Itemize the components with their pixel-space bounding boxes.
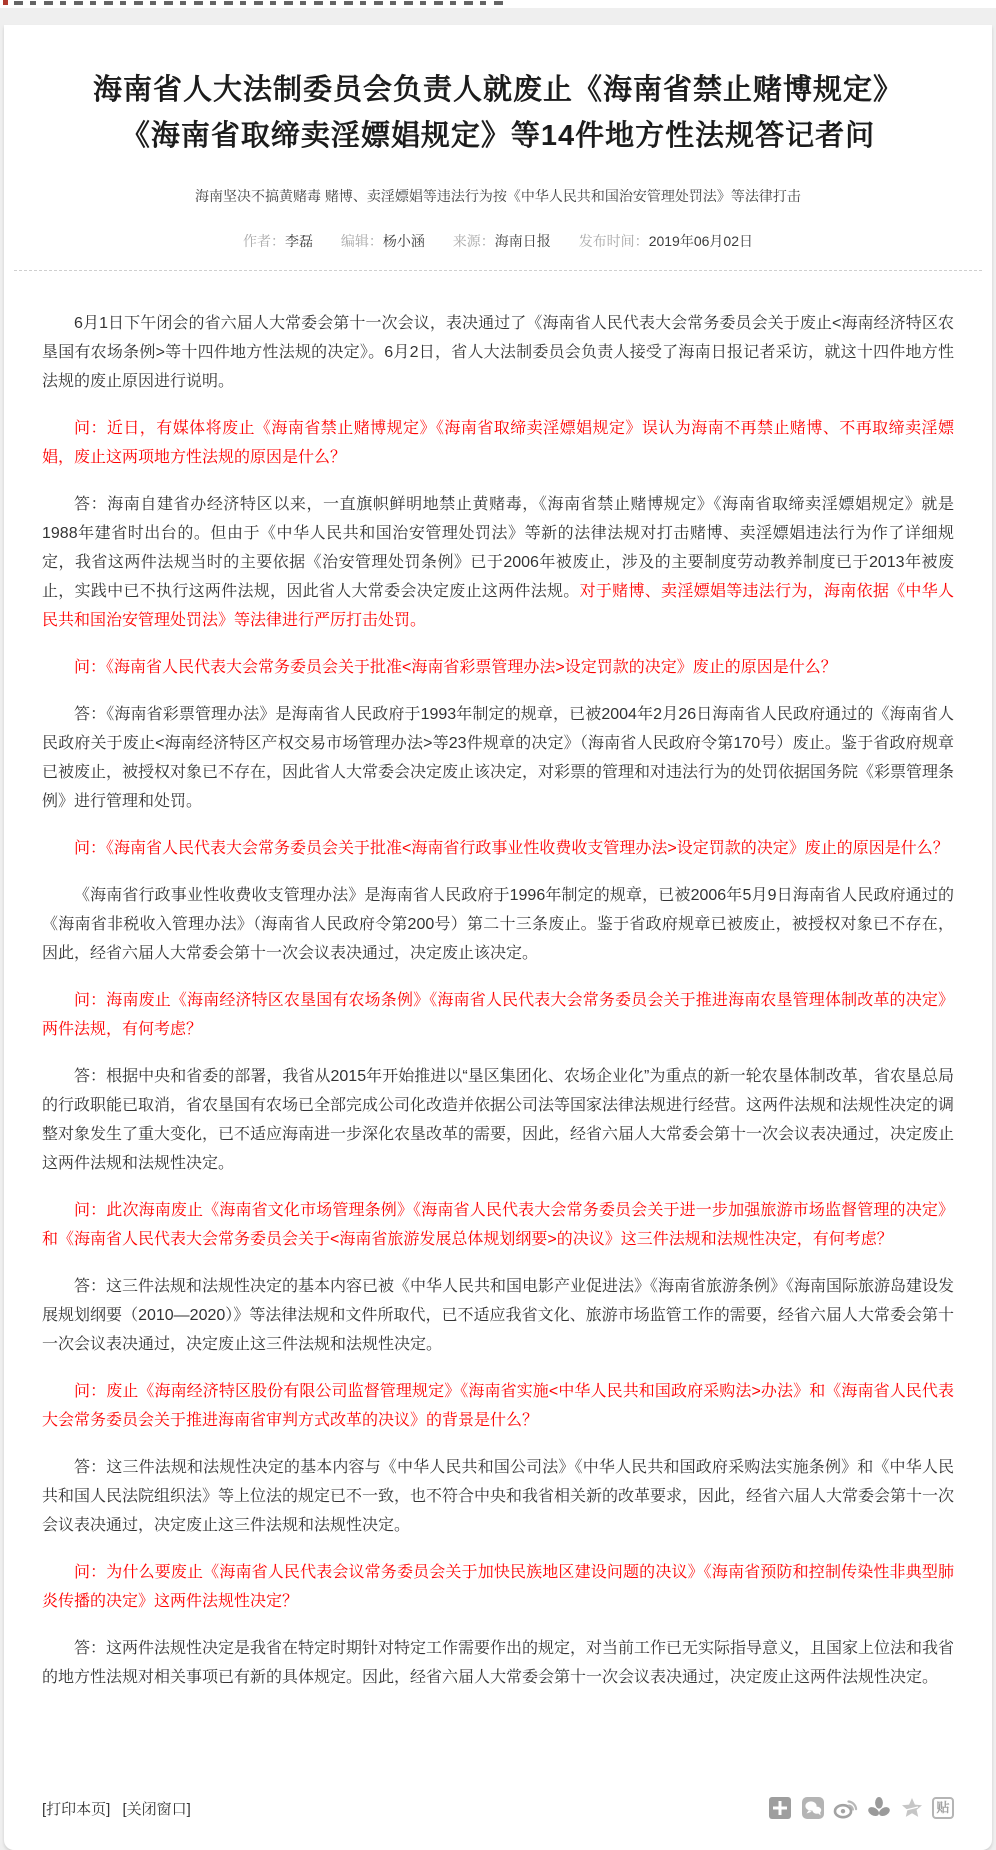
meta-editor: 编辑：杨小涵 <box>340 233 425 249</box>
answer-4: 答：根据中央和省委的部署，我省从2015年开始推进以“垦区集团化、农场企业化”为重点的新一轮农垦体制改革，省农垦总局的行政职能已取消，省农垦国有农场已全部完成公司化改造并依据公司法等国家法律法规进行经营。这两件法规和法规性决定的调整对象发生了重大变化，已不适应海南进一步深化农垦改革的需要，因此，经省六届人大常委会第十一次会议表决通过，决定废止这两件法规和法规性决定。 <box>42 1068 955 1172</box>
tieba-icon[interactable]: 贴 <box>932 1797 954 1819</box>
question-2: 问：《海南省人民代表大会常务委员会关于批准<海南省彩票管理办法>设定罚款的决定》废止的原因是什么？ <box>74 659 837 676</box>
meta-author: 作者：李磊 <box>243 233 314 249</box>
question-6: 问：废止《海南经济特区股份有限公司监督管理规定》《海南省实施<中华人民共和国政府采购法>办法》和《海南省人民代表大会常务委员会关于推进海南省审判方式改革的决议》的背景是什么？ <box>42 1383 954 1429</box>
answer-2: 答：《海南省彩票管理办法》是海南省人民政府于1993年制定的规章，已被2004年2月26日海南省人民政府通过的《海南省人民政府关于废止<海南经济特区产权交易市场管理办法>等23件规章的决定》（海南省人民政府令第170号）废止。鉴于省政府规章已被废止，被授权对象已不存在，因此省人大常委会决定废止该决定，对彩票的管理和对违法行为的处罚依据国务院《彩票管理条例》进行管理和处罚。 <box>42 706 955 810</box>
page-title <box>4 25 992 159</box>
answer-1-red-emphasis: 对于赌博、卖淫嫖娼等违法行为，海南依据《中华人民共和国治安管理处罚法》等法律进行严厉打击处罚。 <box>42 583 954 629</box>
weibo-icon[interactable] <box>833 1796 859 1820</box>
answer-6: 答：这三件法规和法规性决定的基本内容与《中华人民共和国公司法》《中华人民共和国政府采购法实施条例》和《中华人民共和国人民法院组织法》等上位法的规定已不一致，也不符合中央和我省相关新的改革要求，因此，经省六届人大常委会第十一次会议表决通过，决定废止这三件法规和法规性决定。 <box>42 1459 955 1534</box>
share-bar <box>767 1796 954 1820</box>
question-3: 问：《海南省人民代表大会常务委员会关于批准<海南省行政事业性收费收支管理办法>设定罚款的决定》废止的原因是什么？ <box>74 840 949 857</box>
question-1: 问：近日，有媒体将废止《海南省禁止赌博规定》《海南省取缔卖淫嫖娼规定》误认为海南不再禁止赌博、不再取缔卖淫嫖娼，废止这两项地方性法规的原因是什么？ <box>42 420 954 466</box>
question-4: 问：海南废止《海南经济特区农垦国有农场条例》《海南省人民代表大会常务委员会关于推进海南农垦管理体制改革的决定》两件法规，有何考虑？ <box>42 992 954 1038</box>
page-title-line1: 海南省人大法制委员会负责人就废止《海南省禁止赌博规定》 <box>92 74 903 106</box>
meta-source: 来源：海南日报 <box>452 233 551 249</box>
article-card <box>4 25 992 1850</box>
answer-3: 《海南省行政事业性收费收支管理办法》是海南省人民政府于1996年制定的规章，已被2006年5月9日海南省人民政府通过的《海南省非税收入管理办法》（海南省人民政府令第200号）第二十三条废止。鉴于省政府规章已被废止，被授权对象已不存在，因此，经省六届人大常委会第十一次会议表决通过，决定废止该决定。 <box>42 887 954 962</box>
qzone-star-icon[interactable] <box>899 1796 925 1820</box>
close-window-link[interactable]: [关闭窗口] <box>122 1800 191 1818</box>
print-page-link[interactable]: [打印本页] <box>42 1800 111 1818</box>
footer-links <box>42 1798 199 1819</box>
article-meta <box>4 231 992 251</box>
answer-1: 答：海南自建省办经济特区以来，一直旗帜鲜明地禁止黄赌毒，《海南省禁止赌博规定》《海南省取缔卖淫嫖娼规定》就是1988年建省时出台的。但由于《中华人民共和国治安管理处罚法》等新的法律法规对打击赌博、卖淫嫖娼违法行为作了详细规定，我省这两件法规当时的主要依据《治安管理处罚条例》已于2006年被废止，涉及的主要制度劳动教养制度已于2013年被废止，实践中已不执行这两件法规，因此省人大常委会决定废止这两件法规。对于赌博、卖淫嫖娼等违法行为，海南依据《中华人民共和国治安管理处罚法》等法律进行严厉打击处罚。 <box>42 496 954 629</box>
question-5: 问：此次海南废止《海南省文化市场管理条例》《海南省人民代表大会常务委员会关于进一步加强旅游市场监督管理的决定》和《海南省人民代表大会常务委员会关于<海南省旅游发展总体规划纲要>的决议》这三件法规和法规性决定，有何考虑？ <box>42 1202 954 1248</box>
meta-publish-time: 发布时间：2019年06月02日 <box>578 233 753 249</box>
breadcrumb-icon <box>3 0 8 5</box>
wechat-icon[interactable] <box>800 1796 826 1820</box>
clipped-text-fragment <box>14 1 506 5</box>
page-title-line2: 《海南省取缔卖淫嫖娼规定》等14件地方性法规答记者问 <box>120 120 876 152</box>
share-more-icon[interactable] <box>767 1796 793 1820</box>
answer-7: 答：这两件法规性决定是我省在特定时期针对特定工作需要作出的规定，对当前工作已无实际指导意义，且国家上位法和我省的地方性法规对相关事项已有新的具体规定。因此，经省六届人大常委会第十一次会议表决通过，决定废止这两件法规性决定。 <box>42 1640 955 1686</box>
share-fan-icon[interactable] <box>866 1796 892 1820</box>
article-footer <box>4 1710 992 1850</box>
answer-5: 答：这三件法规和法规性决定的基本内容已被《中华人民共和国电影产业促进法》《海南省旅游条例》《海南国际旅游岛建设发展规划纲要（2010—2020）》等法律法规和文件所取代，已不适应我省文化、旅游市场监管工作的需要，经省六届人大常委会第十一次会议表决通过，决定废止这三件法规和法规性决定。 <box>42 1278 955 1353</box>
question-7: 问：为什么要废止《海南省人民代表会议常务委员会关于加快民族地区建设问题的决议》《海南省预防和控制传染性非典型肺炎传播的决定》这两件法规性决定？ <box>42 1564 954 1610</box>
clipped-breadcrumb <box>0 0 996 8</box>
intro-paragraph: 6月1日下午闭会的省六届人大常委会第十一次会议，表决通过了《海南省人民代表大会常务委员会关于废止<海南经济特区农垦国有农场条例>等十四件地方性法规的决定》。6月2日，省人大法制委员会负责人接受了海南日报记者采访，就这十四件地方性法规的废止原因进行说明。 <box>42 315 954 390</box>
page-background-band <box>0 8 996 25</box>
article-subtitle: 海南坚决不搞黄赌毒 赌博、卖淫嫖娼等违法行为按《中华人民共和国治安管理处罚法》等法律打击 <box>195 188 801 204</box>
article-body <box>4 271 992 1692</box>
